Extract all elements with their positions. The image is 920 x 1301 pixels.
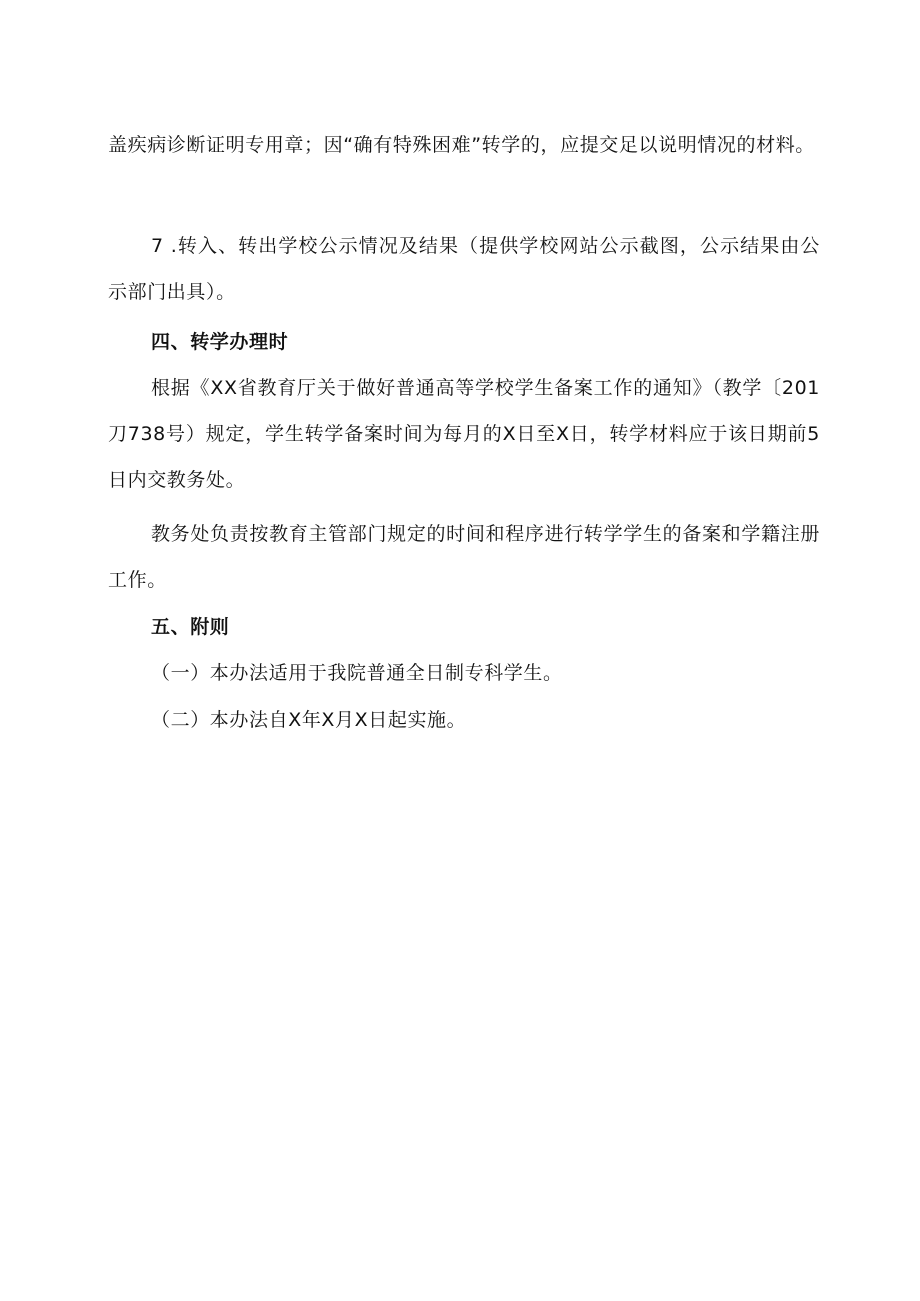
paragraph-academic-affairs: 教务处负责按教育主管部门规定的时间和程序进行转学学生的备案和学籍注册工作。 — [108, 523, 820, 591]
paragraph-filing-time: 根据《XX省教育厅关于做好普通高等学校学生备案工作的通知》（教学〔201刀738号）规定，学生转学备案时间为每月的X日至X日，转学材料应于该日期前5日内交教务处。 — [108, 377, 820, 491]
paragraph-scope: （一）本办法适用于我院普通全日制专科学生。 — [151, 662, 563, 684]
paragraph-effective-date: （二）本办法自X年X月X日起实施。 — [151, 709, 467, 731]
paragraph-item-7: 7 .转入、转出学校公示情况及结果（提供学校网站公示截图，公示结果由公示部门出具）。 — [108, 235, 820, 303]
section-heading-4: 四、转学办理时 — [151, 331, 289, 353]
paragraph-materials-continued: 盖疾病诊断证明专用章；因“确有特殊困难”转学的，应提交足以说明情况的材料。 — [108, 134, 815, 156]
section-heading-5: 五、附则 — [151, 616, 230, 638]
